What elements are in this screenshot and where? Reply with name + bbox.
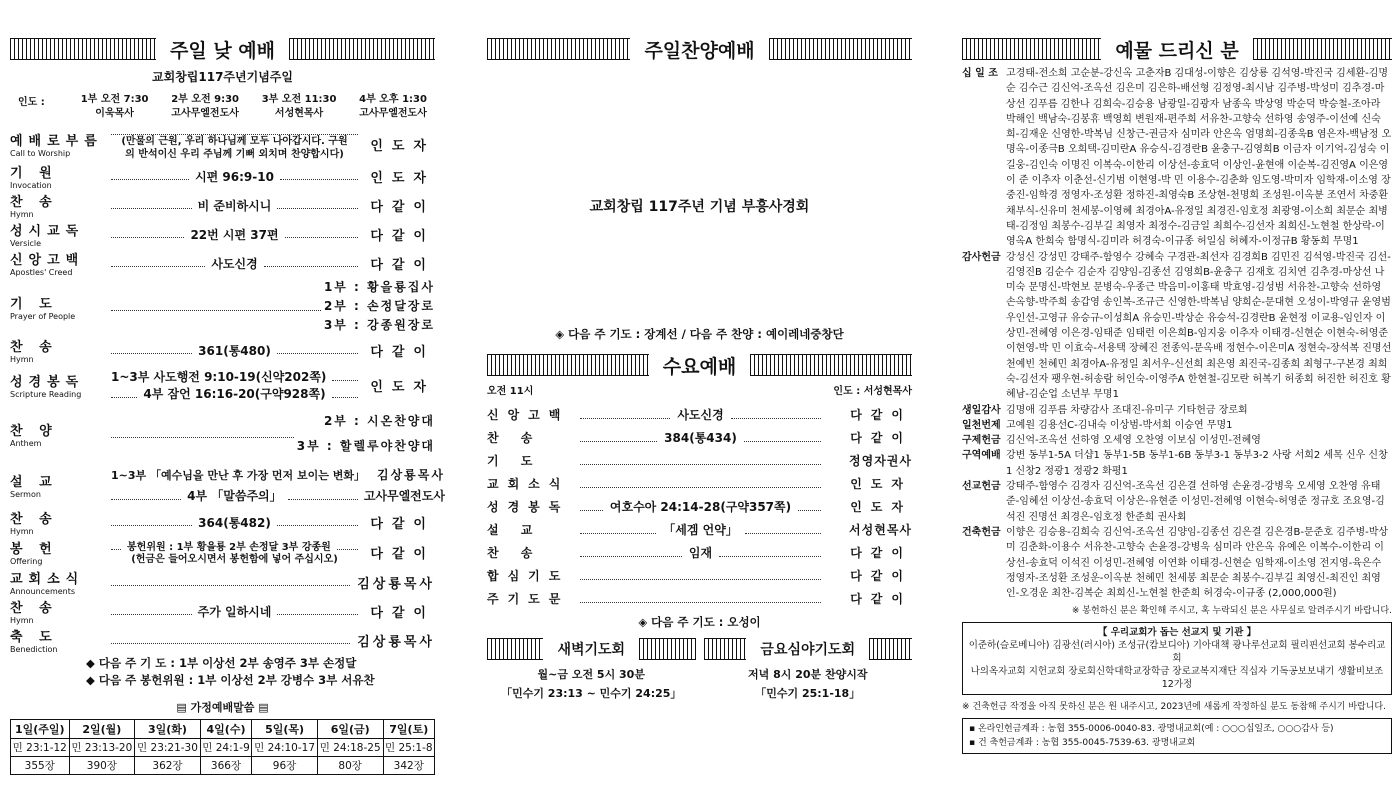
banner-stripe bbox=[289, 38, 435, 60]
offering-row: 선교헌금 강태주-함영수 김경자 김신억-조옥선 김은결 선하영 손윤경-강병욱 오세영 오찬영 유태준-임혜선 이상선-송효덕 이상은-유현준 이성민-전혜영 이현숙-허영준 정규호 조요영-김석진 진명선 최경은-임호정 한준희 권사회 bbox=[962, 481, 1385, 523]
offering-note: ※ 봉헌하신 분은 확인해 주시고, 혹 누락되신 분은 사무실로 알려주시기 바랍니다. bbox=[1071, 606, 1392, 617]
praise-worship-column bbox=[487, 36, 912, 776]
family-worship-title: ▤ 가정예배말씀 ▤ bbox=[176, 701, 269, 714]
wed-order-row: 설 교 「세겜 언약」 서성현목사 bbox=[487, 523, 913, 537]
wed-order-row: 주기도문 다같이 bbox=[487, 592, 912, 606]
order-benediction: 축 도 Benediction 김상룡목사 bbox=[10, 630, 435, 654]
day-hymn: 366장 bbox=[200, 757, 251, 775]
day-header: 5일(목) bbox=[252, 720, 318, 739]
order-hymn-1: 찬 송 Hymn 비 준비하시니 다같이 bbox=[10, 195, 435, 219]
day-verse: 민 25:1-8 bbox=[383, 739, 435, 757]
order-scripture: 성경봉독 Scripture Reading 1~3부 사도행전 9:10-19(신약202쪽) 4부 잠언 16:16-20(구약928쪽) 인도자 bbox=[10, 370, 435, 401]
order-offering: 봉 헌 Offering 봉헌위원 : 1부 황을룡 2부 손정달 3부 강종원 (헌금은 들어오시면서 봉헌함에 넣어 주십시오) 다같이 bbox=[10, 542, 435, 566]
day-hymn: 362장 bbox=[135, 757, 201, 775]
revival-title: 교회창립 117주년 기념 부흥사경회 bbox=[589, 199, 810, 215]
day-header: 1일(주일) bbox=[11, 720, 70, 739]
family-worship-table bbox=[10, 719, 435, 775]
offering-list bbox=[962, 66, 1392, 601]
wednesday-banner: 수요예배 bbox=[487, 352, 912, 378]
friday-time: 저녁 8시 20분 찬양시작 bbox=[748, 668, 868, 681]
wed-time: 오전 11시 bbox=[487, 386, 534, 397]
offering-banner: 예물 드리신 분 bbox=[962, 36, 1392, 62]
next-prayer: ◆ 다음 주 기 도 : 1부 이상선 2부 송영주 3부 손정달 bbox=[86, 656, 357, 670]
offering-row: 건축헌금 이향은 김승용-김희숙 김신억-조옥선 김양임-김종선 김은결 김은경B-문준호 김주병-박상미 김춘화-이용수 서유찬-고향숙 손윤경-강병욱 심미라 안은옥 유예은 이복수-이한리 이상선-송효덕 이석진 이성민-전혜영 이연화 이태경-신현순 임학재-이소영 전지영-육은수 정영자-조성환 조성운-이옥분 천혜민 천세봉 최문순 최봉수-김부길 최영신-최진인 최영인-오경운 최찬-김복순 최희신-노현철 한준희 허경숙-이규종 (2,000,000원) bbox=[962, 526, 1389, 600]
order-prayer: 기 도 Prayer of People 1부 : 황을룡집사 2부 : 손정달장로 3부 : 강종원장로 bbox=[10, 280, 435, 332]
day-hymn: 96장 bbox=[252, 757, 318, 775]
day-hymn: 342장 bbox=[383, 757, 435, 775]
offering-row: 구제헌금 김신억-조옥선 선하영 오세영 오찬영 이보심 이성민-전혜영 bbox=[962, 435, 1261, 447]
leaders-row bbox=[10, 93, 435, 121]
wed-order-row: 신앙고백 사도신경 다같이 bbox=[487, 408, 912, 422]
banner-stripe bbox=[10, 38, 156, 60]
pledge-note: ※ 건축헌금 작정을 아직 못하신 분은 원 내주시고, 2023년에 새롭게 작정하실 분도 동참해 주시기 바랍니다. bbox=[962, 702, 1386, 713]
banner-title: 주일 낮 예배 bbox=[170, 39, 275, 62]
day-hymn: 80장 bbox=[317, 757, 383, 775]
wed-order-row: 기 도 정영자권사 bbox=[487, 454, 912, 468]
sunday-worship-banner bbox=[10, 36, 435, 62]
order-call-to-worship: 예배로부름 Call to Worship (만물의 근원, 우리 하나님께 모두 나아갑시다. 구원의 반석이신 우리 주님께 기뻐 외치며 찬양합시다) 인도자 bbox=[10, 127, 435, 161]
wed-next: ◈ 다음 주 기도 : 오성이 bbox=[638, 615, 761, 629]
day-verse: 민 23:13-20 bbox=[69, 739, 135, 757]
next-offering: ◆ 다음 주 봉헌위원 : 1부 이상선 2부 강병수 3부 서유찬 bbox=[86, 673, 375, 687]
day-header: 4일(수) bbox=[200, 720, 251, 739]
leader-3: 3부 오전 11:30 서성현목사 bbox=[261, 94, 337, 119]
wed-order-row: 교회소식 인도자 bbox=[487, 477, 912, 491]
praise-next: ◈ 다음 주 기도 : 장계선 / 다음 주 찬양 : 예이레네중창단 bbox=[555, 327, 844, 341]
leader-2: 2부 오전 9:30 고사무엘전도사 bbox=[171, 94, 239, 119]
leader-1: 1부 오전 7:30 이욱목사 bbox=[80, 94, 149, 119]
day-header: 3일(화) bbox=[135, 720, 201, 739]
day-verse: 민 24:10-17 bbox=[252, 739, 318, 757]
order-sermon: 설 교 Sermon 1~3부 「예수님을 만난 후 가장 먼저 보이는 변화」 김상룡목사 4부 「말씀주의」 고사무엘전도사 bbox=[10, 468, 445, 503]
order-creed: 신앙고백 Apostles' Creed 사도신경 다같이 bbox=[10, 253, 435, 277]
wed-order-row: 찬 송 임재 다같이 bbox=[487, 546, 912, 560]
day-header: 7일(토) bbox=[383, 720, 435, 739]
offering-column bbox=[962, 36, 1392, 776]
wednesday-order bbox=[487, 403, 912, 610]
day-verse: 민 23:21-30 bbox=[135, 739, 201, 757]
friday-prayer-banner: 금요심야기도회 bbox=[704, 636, 913, 662]
order-announcements: 교회소식 Announcements 김상룡목사 bbox=[10, 572, 435, 596]
order-hymn-4: 찬 송 Hymn 주가 일하시네 다같이 bbox=[10, 601, 435, 625]
day-header: 6일(금) bbox=[317, 720, 383, 739]
offering-row: 일천번제 고예원 김용선C-김내숙 이상범-박서희 이승연 무명1 bbox=[962, 419, 1233, 431]
order-anthem: 찬 양 Anthem 2부 : 시온찬양대 3부 : 할렐루야찬양대 bbox=[10, 414, 435, 453]
sunday-worship-column bbox=[10, 36, 445, 776]
order-hymn-3: 찬 송 Hymn 364(통482) 다같이 bbox=[10, 512, 435, 536]
day-header: 2일(월) bbox=[69, 720, 135, 739]
offering-row: 생일감사 김명애 김푸름 차량감사 조대진-유미구 기타헌금 장로회 bbox=[962, 404, 1248, 416]
day-verse: 민 24:1-9 bbox=[200, 739, 251, 757]
friday-text: 「민수기 25:1-18」 bbox=[755, 687, 861, 700]
dawn-text: 「민수기 23:13 ~ 민수기 24:25」 bbox=[501, 687, 682, 700]
order-hymn-2: 찬 송 Hymn 361(통480) 다같이 bbox=[10, 340, 435, 364]
wed-order-row: 성경봉독 여호수아 24:14-28(구약357쪽) 인도자 bbox=[487, 500, 912, 514]
offering-row: 구역예배 강변 동부1-5A 더샵1 동부1-5B 동부1-6B 동부3-1 동부3-2 사랑 서희2 세목 신우 신창1 신창2 정광1 정광2 화평1 bbox=[962, 450, 1388, 477]
order-versicle: 성시교독 Versicle 22번 시편 37편 다같이 bbox=[10, 224, 435, 248]
day-verse: 민 24:18-25 bbox=[317, 739, 383, 757]
mission-box: 【 우리교회가 돕는 선교지 및 기관 】 이준하(슬로베니아) 김광선(러시아) 조성규(캄보디아) 기아대책 광나루선교회 필리핀선교회 봉수리교회 나의옥자교회 지헌교회 장로회신학대학교장학금 장로교복지재단 직십자 기독공보보내기 생활비보조12가정 bbox=[962, 622, 1392, 695]
leader-4: 4부 오후 1:30 고사무엘전도사 bbox=[359, 94, 427, 119]
account-box: ▪ 온라인헌금계좌 : 농협 355-0006-0040-83. 광명내교회(예 : ○○○십일조, ○○○감사 등) ▪ 건 축헌금계좌 : 농협 355-0045-7539-63. 광명내교회 bbox=[962, 718, 1392, 754]
day-hymn: 355장 bbox=[11, 757, 70, 775]
dawn-prayer-banner: 새벽기도회 bbox=[487, 636, 696, 662]
offering-row: 십 일 조 고경태-전소희 고순분-강신옥 고춘자B 김대성-이향은 김상룡 김석영-박진국 김세환-김명순 김수근 김신억-조옥선 김은미 김은하-배선형 김정영-최시남 김주병-박성미 김추경-마상선 김푸름 김한나 김희숙-김승용 남광일-김광자 남종옥 박상영 박순덕 박승철-조아라 박해인 백남숙-김봉휴 백영희 변원재-편주희 서유찬-고향숙 선하영 송영주-이선예 신숙희-김재운 신영한-박복님 신창근-권금자 심미라 안은옥 엄명희-김종욱B 염은자-백남정 오명옥-이종극B 오희택-김미란A 유승식-김경란B 윤충구-김영희B 이금자 이기억-김성숙 이길웅-김인숙 이명진 이복숙-이한리 이상선-송효덕 이상인-윤현애 이순복-김진영A 이은영 이 준 이추자 이춘선-신기범 이현영-박 민 이용수-김춘화 임도영-박미자 임학재-이소영 장중진-임학경 정영자-조성환 정하진-최영숙B 조상현-천명희 조성원-이옥분 조연서 차중환 채부식-신유미 천세봉-이영혜 최경아A-유정일 최경진-임호정 최광영-이소희 최문순 최병태-김정임 최봉수-김부길 최영자 최정수-김금일 최희수-김선자 최희신-노현철 한상락-이영옥A 한희숙 함명식-김미라 허경숙-이규종 허일심 허혜자-이정규B 황동희 무명1 bbox=[962, 68, 1392, 248]
day-hymn: 390장 bbox=[69, 757, 135, 775]
day-verse: 민 23:1-12 bbox=[11, 739, 70, 757]
dawn-time: 월~금 오전 5시 30분 bbox=[537, 668, 645, 681]
wed-order-row: 찬 송 384(통434) 다같이 bbox=[487, 431, 913, 445]
order-invocation: 기 원 Invocation 시편 96:9-10 인도자 bbox=[10, 166, 435, 190]
wed-leader: 인도 : 서성현목사 bbox=[833, 386, 912, 397]
leaders-label: 인도 : bbox=[18, 97, 45, 108]
anniversary-subtitle: 교회창립117주년기념주일 bbox=[152, 70, 293, 84]
wed-order-row: 합심기도 다같이 bbox=[487, 569, 912, 583]
offering-row: 감사헌금 강성신 강성민 강태주-함영수 강혜숙 구경관-최선자 김경희B 김민진 김석영-박진국 김선-김영진B 김순수 김순자 김양임-김종선 김영희B-윤충구 김재호 김치연 김추경-마상선 나미숙 문명신-박현보 문병숙-우종근 박음미-이홍태 박효영-김성범 서유찬-고향숙 선하영 손옥향-박주희 송갑영 송인복-조규근 신영한-박복님 양희순-문대현 오성이-박영규 윤영범 우인선-고영규 유승규-이성희A 유승민-박상순 유승석-김경란B 윤현정 이교용-임인자 이상민-전혜영 이은경-임태준 임태런 이은희B-임지웅 이추자 이태경-신현순 이현숙-허영준 이현영-박 민 이효숙-서용택 장혜진 전종익-문옥배 정현수-이은미A 정현숙-장석복 진명선 천예빈 천혜민 최경아A-유정일 최서우-신선희 최은영 최진국-김종희 최형구-구본경 최희숙-김선자 팽우현-허송람 허인숙-이영주A 한현철-김모란 허복기 허종회 허진한 허진호 황혜남-김순업 소년부 무명1 bbox=[962, 251, 1392, 401]
praise-worship-banner: 주일찬양예배 bbox=[487, 36, 912, 62]
